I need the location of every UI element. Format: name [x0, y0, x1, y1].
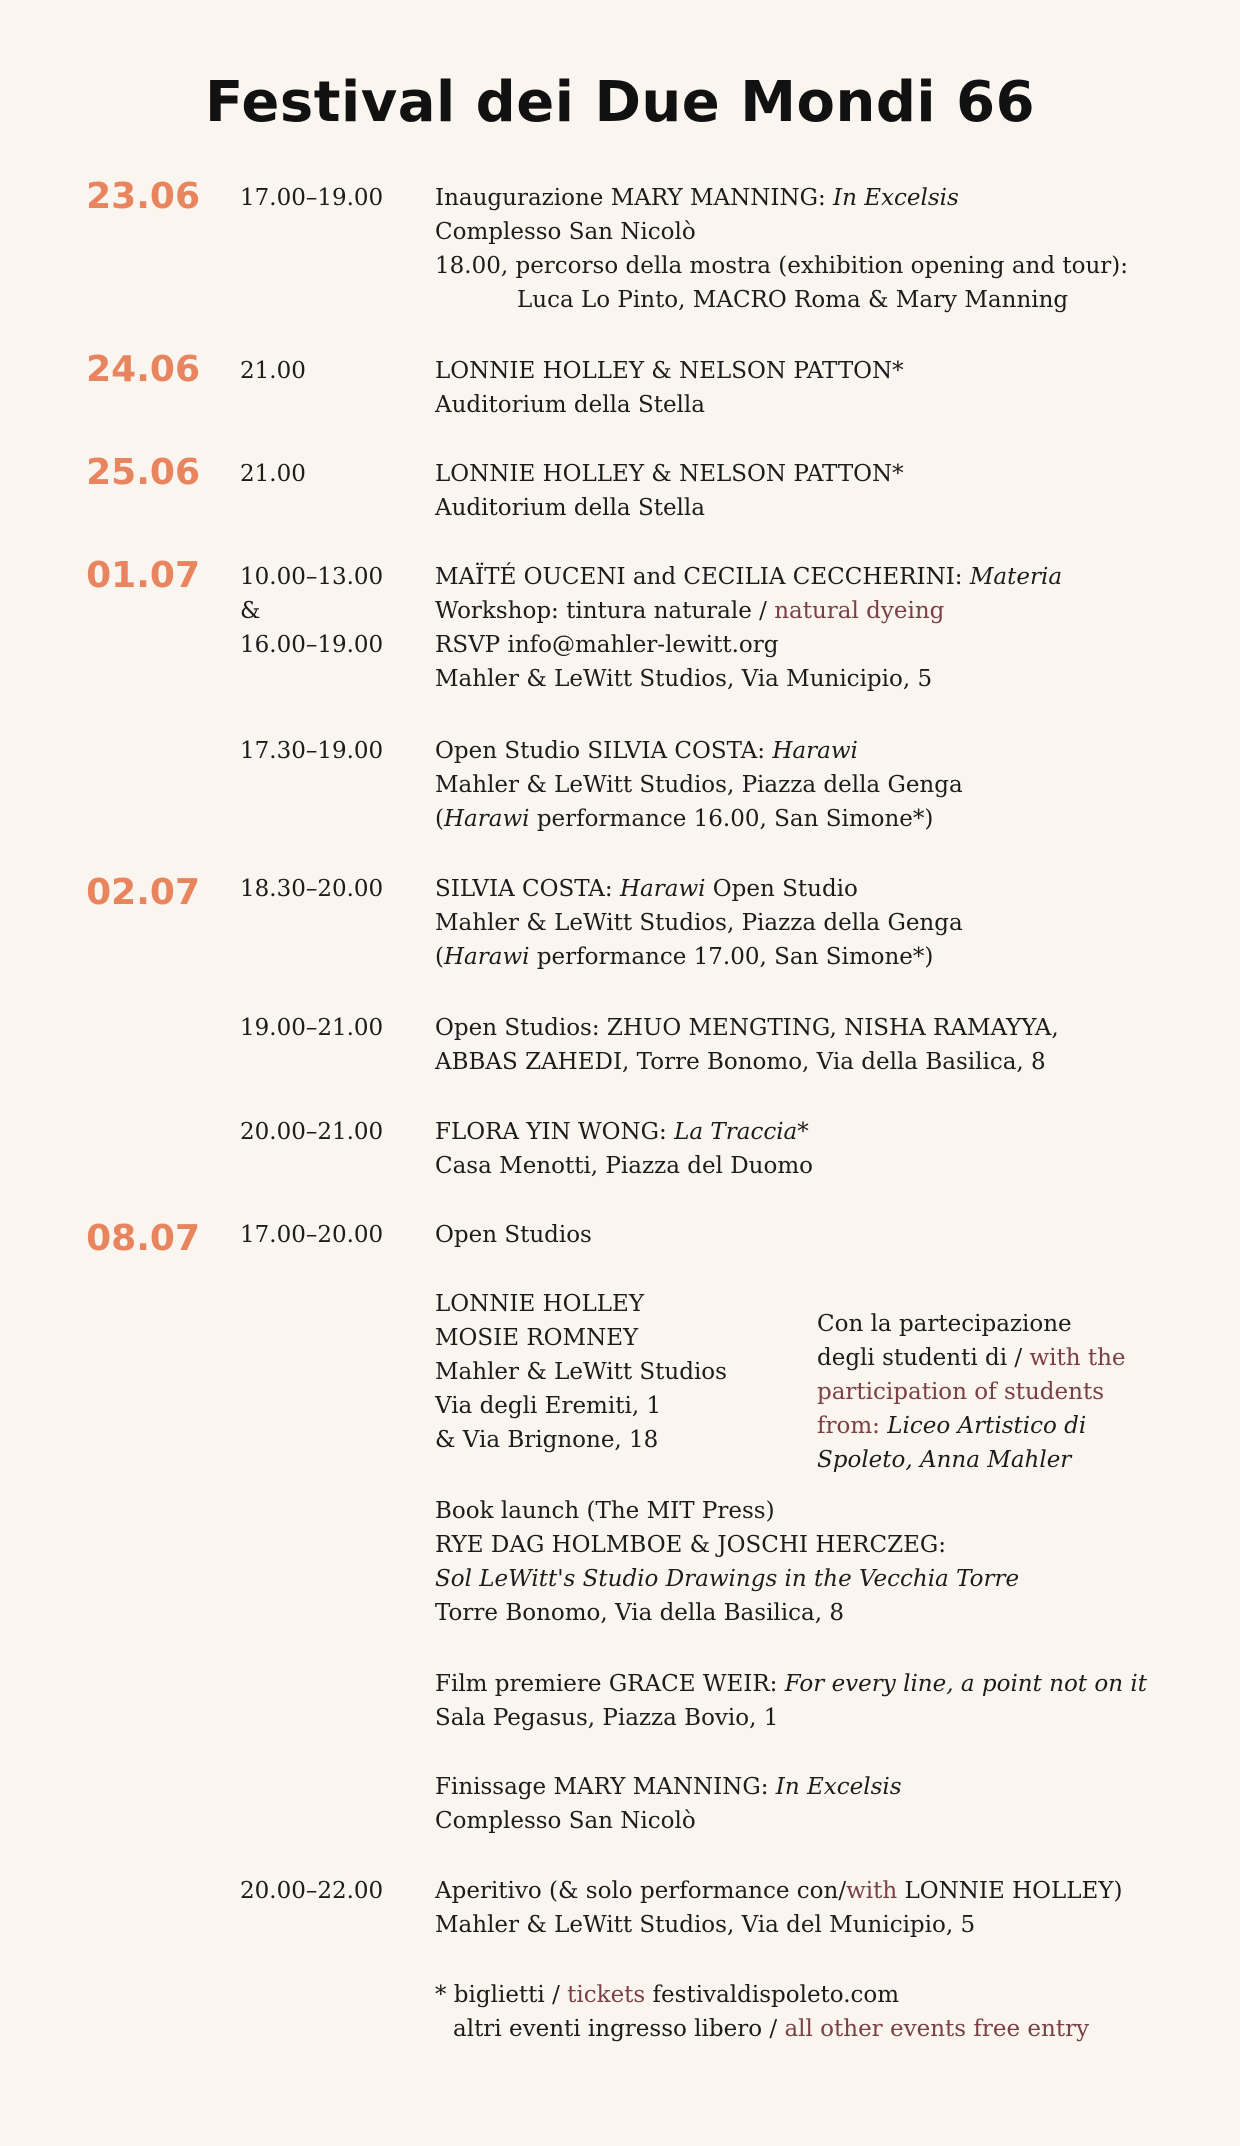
event-time: 17.00–20.00 [240, 1222, 384, 1248]
event-details [435, 872, 1235, 974]
event-date: 25.06 [86, 452, 200, 493]
event-details [435, 354, 1235, 422]
event-title: Film premiere GRACE WEIR: For every line, a point not on it [435, 1671, 1147, 1697]
event-title: Open Studios: ZHUO MENGTING, NISHA RAMAYYA, [435, 1015, 1059, 1041]
note-line: from: Liceo Artistico di [817, 1413, 1087, 1439]
event-time: 19.00–21.00 [240, 1015, 384, 1041]
event-note: (Harawi performance 16.00, San Simone*) [435, 806, 934, 832]
event-venue: Complesso San Nicolò [435, 219, 696, 245]
event-venue: Casa Menotti, Piazza del Duomo [435, 1153, 813, 1179]
finissage [435, 1770, 1235, 1838]
note-line: participation of students [817, 1379, 1104, 1405]
event-venue: ABBAS ZAHEDI, Torre Bonomo, Via della Basilica, 8 [435, 1049, 1046, 1075]
event-time: 21.00 [240, 358, 306, 384]
event-subtitle: Workshop: tintura naturale / natural dyeing [435, 598, 945, 624]
page-title: Festival dei Due Mondi 66 [204, 70, 1036, 135]
artist-name: MOSIE ROMNEY [435, 1325, 639, 1351]
note-line: degli studenti di / with the [817, 1345, 1126, 1371]
event-time: 17.30–19.00 [240, 738, 384, 764]
event-address: & Via Brignone, 18 [435, 1427, 659, 1453]
event-title: SILVIA COSTA: Harawi Open Studio [435, 876, 858, 902]
event-title: Finissage MARY MANNING: In Excelsis [435, 1774, 902, 1800]
event-time: 10.00–13.00 & 16.00–19.00 [240, 564, 384, 658]
event-details [435, 1218, 1235, 1252]
book-launch [435, 1494, 1235, 1630]
event-title: Open Studios [435, 1222, 592, 1248]
event-venue: Mahler & LeWitt Studios, Piazza della Genga [435, 772, 963, 798]
tickets-line: * biglietti / tickets festivaldispoleto.com [435, 1982, 900, 2008]
event-title: Aperitivo (& solo performance con/with LONNIE HOLLEY) [435, 1878, 1123, 1904]
event-date: 01.07 [86, 555, 200, 596]
event-time: 20.00–22.00 [240, 1878, 384, 1904]
event-venue: Mahler & LeWitt Studios, Piazza della Genga [435, 910, 963, 936]
note-line: Con la partecipazione [817, 1311, 1072, 1337]
film-premiere [435, 1667, 1235, 1735]
event-date: 23.06 [86, 176, 200, 217]
event-venue: Complesso San Nicolò [435, 1808, 696, 1834]
event-venue: Mahler & LeWitt Studios [435, 1359, 727, 1385]
event-title: LONNIE HOLLEY & NELSON PATTON* [435, 461, 904, 487]
event-note: Luca Lo Pinto, MACRO Roma & Mary Manning [517, 287, 1069, 313]
event-title: LONNIE HOLLEY & NELSON PATTON* [435, 358, 904, 384]
event-venue: Auditorium della Stella [435, 495, 705, 521]
artist-name: LONNIE HOLLEY [435, 1291, 644, 1317]
event-details [435, 181, 1235, 317]
event-details [435, 734, 1235, 836]
event-time: 21.00 [240, 461, 306, 487]
event-venue: Mahler & LeWitt Studios, Via del Municipio, 5 [435, 1912, 976, 1938]
event-time: 17.00–19.00 [240, 185, 384, 211]
book-title: Sol LeWitt's Studio Drawings in the Vecchia Torre [435, 1566, 1020, 1592]
event-date: 08.07 [86, 1218, 200, 1259]
event-note: 18.00, percorso della mostra (exhibition opening and tour): [435, 253, 1129, 279]
event-venue: Torre Bonomo, Via della Basilica, 8 [435, 1600, 844, 1626]
event-title: Book launch (The MIT Press) [435, 1498, 775, 1524]
footer-note [435, 1978, 1235, 2046]
event-title: Open Studio SILVIA COSTA: Harawi [435, 738, 858, 764]
event-venue: Auditorium della Stella [435, 392, 705, 418]
event-details [435, 1115, 1235, 1183]
event-address: Via degli Eremiti, 1 [435, 1393, 662, 1419]
participation-note [817, 1307, 1147, 1477]
event-note: (Harawi performance 17.00, San Simone*) [435, 944, 934, 970]
event-venue: Sala Pegasus, Piazza Bovio, 1 [435, 1705, 779, 1731]
event-rsvp: RSVP info@mahler-lewitt.org [435, 632, 779, 658]
event-time: 20.00–21.00 [240, 1119, 384, 1145]
event-details [435, 1874, 1235, 1942]
event-date: 24.06 [86, 349, 200, 390]
free-entry-line: altri eventi ingresso libero / all other events free entry [453, 2016, 1090, 2042]
event-date: 02.07 [86, 872, 200, 913]
event-venue: Mahler & LeWitt Studios, Via Municipio, 5 [435, 666, 933, 692]
note-line: Spoleto, Anna Mahler [817, 1447, 1072, 1473]
event-time: 18.30–20.00 [240, 876, 384, 902]
event-authors: RYE DAG HOLMBOE & JOSCHI HERCZEG: [435, 1532, 946, 1558]
event-details [435, 1011, 1235, 1079]
event-title: Inaugurazione MARY MANNING: In Excelsis [435, 185, 959, 211]
event-title: MAÏTÉ OUCENI and CECILIA CECCHERINI: Materia [435, 564, 1063, 590]
event-title: FLORA YIN WONG: La Traccia* [435, 1119, 809, 1145]
event-details [435, 457, 1235, 525]
event-details [435, 560, 1235, 696]
